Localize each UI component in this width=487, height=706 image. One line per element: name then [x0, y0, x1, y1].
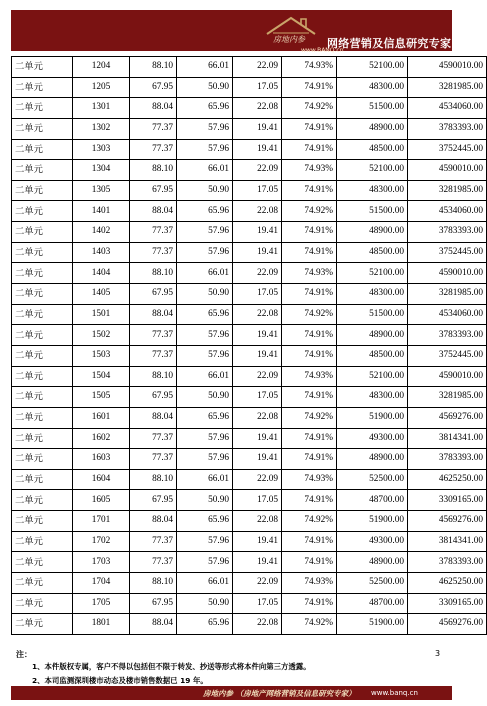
area-cell: 67.95 — [130, 387, 177, 408]
room-cell: 1505 — [73, 387, 130, 408]
shared-area-cell: 19.41 — [233, 118, 282, 139]
usable-area-cell: 57.96 — [177, 428, 233, 449]
table-row — [12, 366, 487, 387]
ratio-cell: 74.91% — [282, 139, 337, 160]
unit-cell: 二单元 — [12, 573, 73, 594]
notes-label: 注： — [16, 650, 32, 659]
table-row — [12, 284, 487, 305]
unit-cell: 二单元 — [12, 614, 73, 635]
header-site-url: www.BANQ.cn — [301, 47, 344, 54]
unit-price-cell: 52500.00 — [337, 469, 408, 490]
unit-cell: 二单元 — [12, 428, 73, 449]
unit-cell: 二单元 — [12, 77, 73, 98]
ratio-cell: 74.91% — [282, 345, 337, 366]
unit-price-cell: 51500.00 — [337, 304, 408, 325]
area-cell: 88.10 — [130, 263, 177, 284]
room-cell: 1403 — [73, 242, 130, 263]
table-row — [12, 573, 487, 594]
footer-text: 房地内参 （房地产网络营销及信息研究专家） — [203, 689, 356, 698]
room-cell: 1704 — [73, 573, 130, 594]
area-cell: 67.95 — [130, 77, 177, 98]
usable-area-cell: 50.90 — [177, 284, 233, 305]
ratio-cell: 74.91% — [282, 180, 337, 201]
usable-area-cell: 50.90 — [177, 490, 233, 511]
unit-cell: 二单元 — [12, 531, 73, 552]
shared-area-cell: 22.08 — [233, 201, 282, 222]
unit-price-cell: 51900.00 — [337, 614, 408, 635]
sales-table-body — [12, 57, 487, 635]
unit-cell: 二单元 — [12, 490, 73, 511]
unit-price-cell: 48900.00 — [337, 325, 408, 346]
ratio-cell: 74.92% — [282, 201, 337, 222]
unit-cell: 二单元 — [12, 449, 73, 470]
area-cell: 67.95 — [130, 593, 177, 614]
unit-cell: 二单元 — [12, 139, 73, 160]
unit-price-cell: 48500.00 — [337, 139, 408, 160]
usable-area-cell: 57.96 — [177, 449, 233, 470]
ratio-cell: 74.92% — [282, 614, 337, 635]
area-cell: 77.37 — [130, 242, 177, 263]
unit-cell: 二单元 — [12, 366, 73, 387]
room-cell: 1501 — [73, 304, 130, 325]
ratio-cell: 74.91% — [282, 387, 337, 408]
table-row — [12, 304, 487, 325]
area-cell: 67.95 — [130, 284, 177, 305]
ratio-cell: 74.91% — [282, 428, 337, 449]
total-price-cell: 3309165.00 — [408, 490, 487, 511]
total-price-cell: 3281985.00 — [408, 77, 487, 98]
area-cell: 77.37 — [130, 118, 177, 139]
unit-price-cell: 48700.00 — [337, 593, 408, 614]
room-cell: 1701 — [73, 511, 130, 532]
unit-price-cell: 51900.00 — [337, 407, 408, 428]
unit-price-cell: 52100.00 — [337, 57, 408, 78]
area-cell: 88.10 — [130, 160, 177, 181]
room-cell: 1304 — [73, 160, 130, 181]
footer-url: www.banq.cn — [371, 689, 418, 697]
shared-area-cell: 19.41 — [233, 242, 282, 263]
area-cell: 77.37 — [130, 531, 177, 552]
unit-price-cell: 48700.00 — [337, 490, 408, 511]
unit-price-cell: 48300.00 — [337, 284, 408, 305]
shared-area-cell: 19.41 — [233, 222, 282, 243]
unit-cell: 二单元 — [12, 304, 73, 325]
unit-cell: 二单元 — [12, 511, 73, 532]
shared-area-cell: 17.05 — [233, 387, 282, 408]
shared-area-cell: 19.41 — [233, 428, 282, 449]
shared-area-cell: 19.41 — [233, 325, 282, 346]
area-cell: 77.37 — [130, 325, 177, 346]
ratio-cell: 74.91% — [282, 325, 337, 346]
area-cell: 67.95 — [130, 490, 177, 511]
room-cell: 1305 — [73, 180, 130, 201]
total-price-cell: 3783393.00 — [408, 222, 487, 243]
room-cell: 1404 — [73, 263, 130, 284]
table-row — [12, 160, 487, 181]
unit-cell: 二单元 — [12, 284, 73, 305]
usable-area-cell: 65.96 — [177, 201, 233, 222]
unit-price-cell: 52500.00 — [337, 573, 408, 594]
usable-area-cell: 66.01 — [177, 57, 233, 78]
ratio-cell: 74.93% — [282, 160, 337, 181]
area-cell: 88.04 — [130, 98, 177, 119]
usable-area-cell: 57.96 — [177, 139, 233, 160]
usable-area-cell: 50.90 — [177, 593, 233, 614]
total-price-cell: 3814341.00 — [408, 531, 487, 552]
total-price-cell: 4534060.00 — [408, 304, 487, 325]
room-cell: 1603 — [73, 449, 130, 470]
total-price-cell: 4534060.00 — [408, 98, 487, 119]
usable-area-cell: 57.96 — [177, 222, 233, 243]
usable-area-cell: 57.96 — [177, 345, 233, 366]
room-cell: 1402 — [73, 222, 130, 243]
shared-area-cell: 17.05 — [233, 490, 282, 511]
table-row — [12, 552, 487, 573]
ratio-cell: 74.91% — [282, 490, 337, 511]
total-price-cell: 3814341.00 — [408, 428, 487, 449]
room-cell: 1301 — [73, 98, 130, 119]
unit-cell: 二单元 — [12, 407, 73, 428]
usable-area-cell: 66.01 — [177, 573, 233, 594]
usable-area-cell: 50.90 — [177, 77, 233, 98]
unit-price-cell: 48300.00 — [337, 180, 408, 201]
total-price-cell: 3783393.00 — [408, 449, 487, 470]
area-cell: 88.10 — [130, 573, 177, 594]
shared-area-cell: 22.09 — [233, 57, 282, 78]
table-row — [12, 428, 487, 449]
unit-cell: 二单元 — [12, 57, 73, 78]
table-row — [12, 490, 487, 511]
unit-cell: 二单元 — [12, 242, 73, 263]
area-cell: 77.37 — [130, 552, 177, 573]
ratio-cell: 74.91% — [282, 552, 337, 573]
table-row — [12, 263, 487, 284]
total-price-cell: 4625250.00 — [408, 573, 487, 594]
shared-area-cell: 22.08 — [233, 511, 282, 532]
area-cell: 88.10 — [130, 57, 177, 78]
header-title: 网络营销及信息研究专家 — [327, 37, 452, 50]
footer-banner — [11, 686, 452, 700]
usable-area-cell: 50.90 — [177, 387, 233, 408]
usable-area-cell: 66.01 — [177, 366, 233, 387]
room-cell: 1504 — [73, 366, 130, 387]
unit-price-cell: 52100.00 — [337, 160, 408, 181]
shared-area-cell: 19.41 — [233, 139, 282, 160]
total-price-cell: 4534060.00 — [408, 201, 487, 222]
table-row — [12, 531, 487, 552]
area-cell: 88.04 — [130, 614, 177, 635]
unit-cell: 二单元 — [12, 118, 73, 139]
area-cell: 77.37 — [130, 345, 177, 366]
unit-cell: 二单元 — [12, 98, 73, 119]
usable-area-cell: 57.96 — [177, 531, 233, 552]
table-row — [12, 98, 487, 119]
room-cell: 1401 — [73, 201, 130, 222]
unit-price-cell: 48500.00 — [337, 345, 408, 366]
unit-cell: 二单元 — [12, 593, 73, 614]
usable-area-cell: 57.96 — [177, 242, 233, 263]
table-row — [12, 57, 487, 78]
shared-area-cell: 22.09 — [233, 573, 282, 594]
shared-area-cell: 19.41 — [233, 449, 282, 470]
table-row — [12, 449, 487, 470]
shared-area-cell: 22.08 — [233, 304, 282, 325]
area-cell: 77.37 — [130, 139, 177, 160]
usable-area-cell: 57.96 — [177, 552, 233, 573]
shared-area-cell: 22.09 — [233, 366, 282, 387]
unit-price-cell: 49300.00 — [337, 428, 408, 449]
unit-price-cell: 48900.00 — [337, 222, 408, 243]
shared-area-cell: 17.05 — [233, 180, 282, 201]
usable-area-cell: 65.96 — [177, 511, 233, 532]
unit-cell: 二单元 — [12, 222, 73, 243]
unit-price-cell: 48500.00 — [337, 242, 408, 263]
shared-area-cell: 22.09 — [233, 469, 282, 490]
shared-area-cell: 22.09 — [233, 160, 282, 181]
area-cell: 88.10 — [130, 469, 177, 490]
unit-cell: 二单元 — [12, 552, 73, 573]
table-row — [12, 77, 487, 98]
area-cell: 77.37 — [130, 222, 177, 243]
table-row — [12, 345, 487, 366]
logo-text: 房地内参 — [273, 35, 305, 44]
shared-area-cell: 17.05 — [233, 284, 282, 305]
ratio-cell: 74.93% — [282, 57, 337, 78]
ratio-cell: 74.91% — [282, 118, 337, 139]
shared-area-cell: 17.05 — [233, 593, 282, 614]
table-row — [12, 511, 487, 532]
usable-area-cell: 65.96 — [177, 98, 233, 119]
total-price-cell: 3281985.00 — [408, 284, 487, 305]
unit-price-cell: 48300.00 — [337, 387, 408, 408]
page-number: 3 — [435, 649, 441, 658]
unit-cell: 二单元 — [12, 387, 73, 408]
room-cell: 1605 — [73, 490, 130, 511]
table-row — [12, 469, 487, 490]
room-cell: 1801 — [73, 614, 130, 635]
total-price-cell: 3752445.00 — [408, 139, 487, 160]
shared-area-cell: 19.41 — [233, 345, 282, 366]
usable-area-cell: 65.96 — [177, 407, 233, 428]
shared-area-cell: 19.41 — [233, 531, 282, 552]
area-cell: 88.04 — [130, 201, 177, 222]
total-price-cell: 4569276.00 — [408, 407, 487, 428]
usable-area-cell: 66.01 — [177, 469, 233, 490]
unit-price-cell: 51900.00 — [337, 511, 408, 532]
shared-area-cell: 22.09 — [233, 263, 282, 284]
header-banner — [11, 10, 452, 54]
shared-area-cell: 17.05 — [233, 77, 282, 98]
total-price-cell: 3281985.00 — [408, 387, 487, 408]
total-price-cell: 4569276.00 — [408, 511, 487, 532]
total-price-cell: 4590010.00 — [408, 263, 487, 284]
ratio-cell: 74.93% — [282, 573, 337, 594]
usable-area-cell: 65.96 — [177, 304, 233, 325]
total-price-cell: 3752445.00 — [408, 242, 487, 263]
usable-area-cell: 66.01 — [177, 263, 233, 284]
room-cell: 1302 — [73, 118, 130, 139]
unit-price-cell: 48300.00 — [337, 77, 408, 98]
shared-area-cell: 22.08 — [233, 614, 282, 635]
usable-area-cell: 57.96 — [177, 118, 233, 139]
area-cell: 77.37 — [130, 428, 177, 449]
table-row — [12, 325, 487, 346]
shared-area-cell: 22.08 — [233, 407, 282, 428]
room-cell: 1204 — [73, 57, 130, 78]
total-price-cell: 4590010.00 — [408, 366, 487, 387]
note-line-1: 1、本件版权专属，客户不得以包括但不限于转发、抄送等形式将本件向第三方透露。 — [32, 662, 311, 671]
table-row — [12, 201, 487, 222]
total-price-cell: 3281985.00 — [408, 180, 487, 201]
unit-cell: 二单元 — [12, 325, 73, 346]
room-cell: 1601 — [73, 407, 130, 428]
area-cell: 88.10 — [130, 366, 177, 387]
area-cell: 88.04 — [130, 407, 177, 428]
room-cell: 1405 — [73, 284, 130, 305]
table-row — [12, 222, 487, 243]
sales-table — [11, 56, 487, 635]
room-cell: 1703 — [73, 552, 130, 573]
usable-area-cell: 57.96 — [177, 325, 233, 346]
room-cell: 1702 — [73, 531, 130, 552]
total-price-cell: 3783393.00 — [408, 552, 487, 573]
unit-price-cell: 49300.00 — [337, 531, 408, 552]
table-row — [12, 593, 487, 614]
area-cell: 67.95 — [130, 180, 177, 201]
total-price-cell: 4569276.00 — [408, 614, 487, 635]
table-row — [12, 614, 487, 635]
ratio-cell: 74.93% — [282, 263, 337, 284]
ratio-cell: 74.91% — [282, 222, 337, 243]
table-row — [12, 387, 487, 408]
usable-area-cell: 66.01 — [177, 160, 233, 181]
room-cell: 1303 — [73, 139, 130, 160]
area-cell: 88.04 — [130, 304, 177, 325]
ratio-cell: 74.92% — [282, 98, 337, 119]
room-cell: 1602 — [73, 428, 130, 449]
area-cell: 88.04 — [130, 511, 177, 532]
area-cell: 77.37 — [130, 449, 177, 470]
room-cell: 1604 — [73, 469, 130, 490]
table-row — [12, 118, 487, 139]
ratio-cell: 74.93% — [282, 366, 337, 387]
ratio-cell: 74.91% — [282, 593, 337, 614]
usable-area-cell: 50.90 — [177, 180, 233, 201]
shared-area-cell: 22.08 — [233, 98, 282, 119]
unit-price-cell: 52100.00 — [337, 366, 408, 387]
usable-area-cell: 65.96 — [177, 614, 233, 635]
unit-price-cell: 51500.00 — [337, 98, 408, 119]
table-row — [12, 407, 487, 428]
unit-price-cell: 48900.00 — [337, 449, 408, 470]
total-price-cell: 4625250.00 — [408, 469, 487, 490]
unit-price-cell: 51500.00 — [337, 201, 408, 222]
unit-cell: 二单元 — [12, 201, 73, 222]
unit-price-cell: 48900.00 — [337, 552, 408, 573]
ratio-cell: 74.91% — [282, 449, 337, 470]
note-line-2: 2、本司监测深圳楼市动态及楼市销售数据已 19 年。 — [32, 676, 208, 685]
total-price-cell: 4590010.00 — [408, 160, 487, 181]
ratio-cell: 74.91% — [282, 77, 337, 98]
unit-cell: 二单元 — [12, 160, 73, 181]
table-row — [12, 180, 487, 201]
unit-price-cell: 52100.00 — [337, 263, 408, 284]
ratio-cell: 74.91% — [282, 242, 337, 263]
table-row — [12, 139, 487, 160]
unit-cell: 二单元 — [12, 345, 73, 366]
total-price-cell: 3783393.00 — [408, 118, 487, 139]
total-price-cell: 4590010.00 — [408, 57, 487, 78]
ratio-cell: 74.91% — [282, 531, 337, 552]
unit-cell: 二单元 — [12, 263, 73, 284]
total-price-cell: 3783393.00 — [408, 325, 487, 346]
total-price-cell: 3309165.00 — [408, 593, 487, 614]
ratio-cell: 74.92% — [282, 304, 337, 325]
room-cell: 1502 — [73, 325, 130, 346]
room-cell: 1205 — [73, 77, 130, 98]
ratio-cell: 74.92% — [282, 511, 337, 532]
ratio-cell: 74.91% — [282, 284, 337, 305]
unit-price-cell: 48900.00 — [337, 118, 408, 139]
unit-cell: 二单元 — [12, 469, 73, 490]
shared-area-cell: 19.41 — [233, 552, 282, 573]
total-price-cell: 3752445.00 — [408, 345, 487, 366]
ratio-cell: 74.92% — [282, 407, 337, 428]
unit-cell: 二单元 — [12, 180, 73, 201]
ratio-cell: 74.93% — [282, 469, 337, 490]
table-row — [12, 242, 487, 263]
room-cell: 1705 — [73, 593, 130, 614]
room-cell: 1503 — [73, 345, 130, 366]
